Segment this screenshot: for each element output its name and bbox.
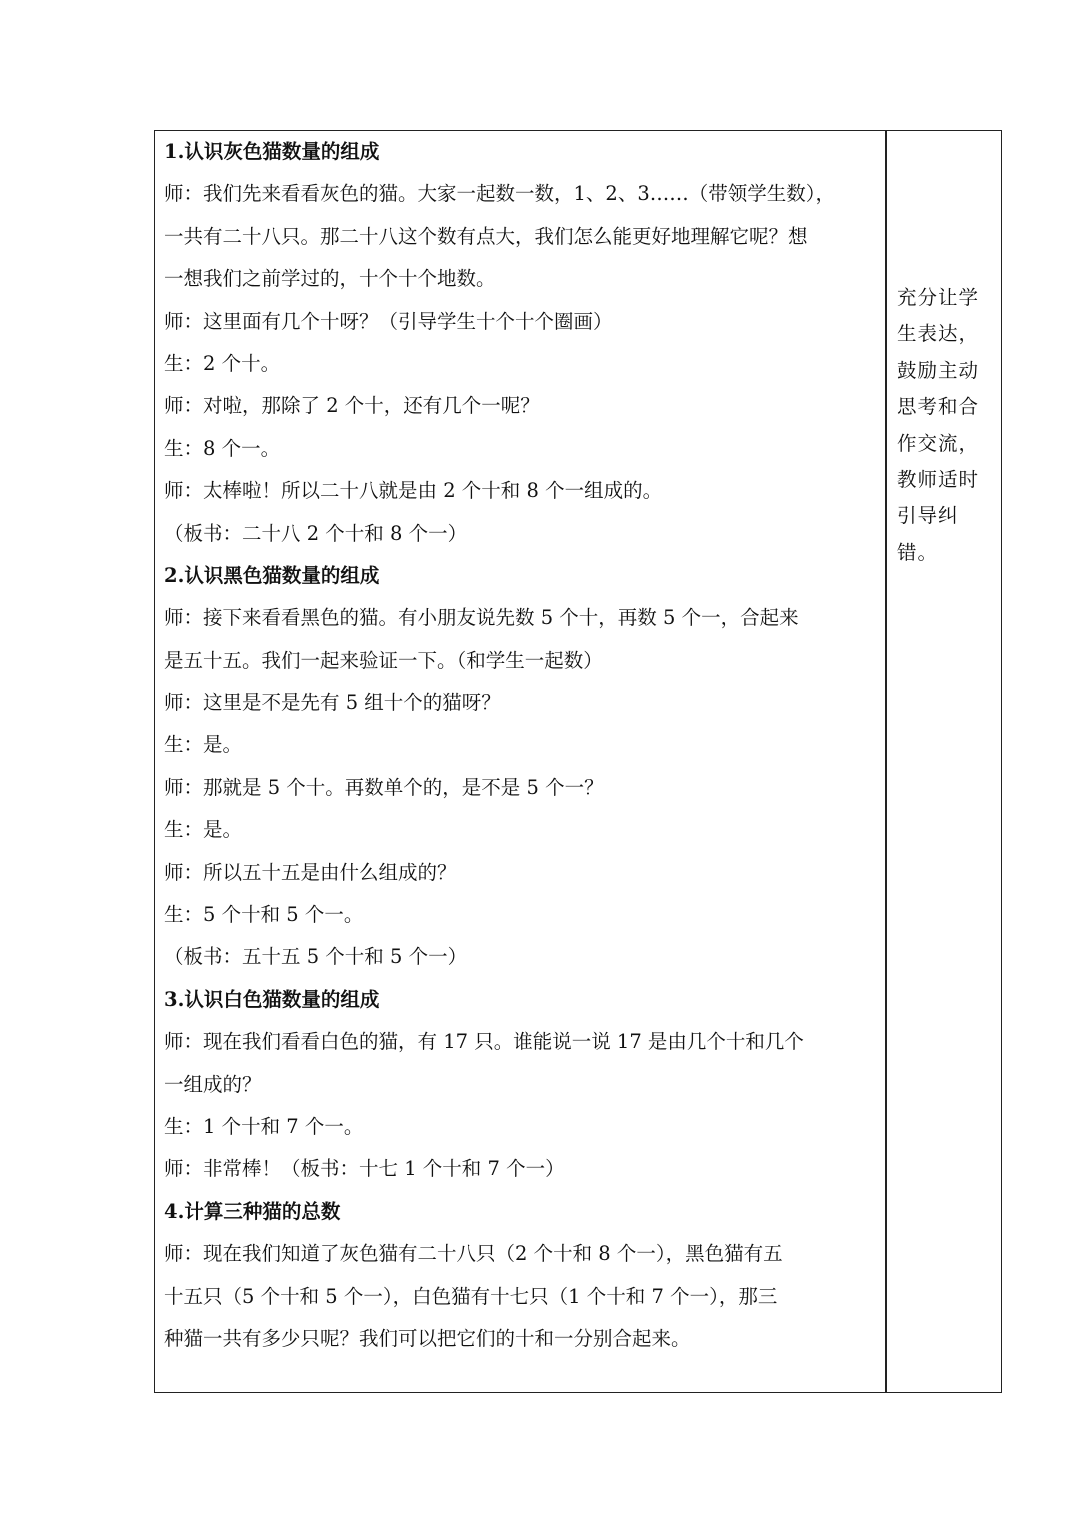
lesson-content [164,131,880,1360]
note-line: 作交流， [897,431,980,455]
dialogue-line: 师：太棒啦！所以二十八就是由 2 个十和 8 个一组成的。 [164,479,663,503]
dialogue-line: 师：这里是不是先有 5 组十个的猫呀？ [164,691,501,715]
dialogue-line: 师：现在我们看看白色的猫，有 17 只。谁能说一说 17 是由几个十和几个 [164,1030,804,1054]
dialogue-line: 师：我们先来看看灰色的猫。大家一起数一数，1、2、3……（带领学生数）， [164,182,835,206]
dialogue-line: 生：5 个十和 5 个一。 [164,903,364,927]
dialogue-line: 生：是。 [164,733,243,757]
dialogue-line: 师：接下来看看黑色的猫。有小朋友说先数 5 个十，再数 5 个一，合起来 [164,606,799,630]
dialogue-line: 一组成的？ [164,1072,262,1096]
note-line: 充分让学 [897,286,980,309]
dialogue-line: 十五只（5 个十和 5 个一），白色猫有十七只（1 个十和 7 个一），那三 [164,1284,778,1308]
dialogue-line: 种猫一共有多少只呢？我们可以把它们的十和一分别合起来。 [164,1326,691,1350]
dialogue-line: 师：这里面有几个十呀？（引导学生十个十个圈画） [164,309,613,333]
section-heading: 3.认识白色猫数量的组成 [164,987,380,1011]
dialogue-line: （板书：五十五 5 个十和 5 个一） [164,945,468,969]
dialogue-line: 是五十五。我们一起来验证一下。（和学生一起数） [164,648,603,672]
dialogue-line: 生：1 个十和 7 个一。 [164,1114,364,1138]
dialogue-line: 师：现在我们知道了灰色猫有二十八只（2 个十和 8 个一），黑色猫有五 [164,1242,783,1266]
note-line: 生表达， [897,322,980,346]
dialogue-line: 生：是。 [164,818,243,842]
note-line: 引导纠 [897,504,959,528]
dialogue-line: 师：所以五十五是由什么组成的？ [164,860,457,884]
design-note [897,280,997,571]
dialogue-line: 生：8 个一。 [164,436,281,460]
dialogue-line: （板书：二十八 2 个十和 8 个一） [164,521,468,545]
note-line: 鼓励主动 [897,358,980,382]
dialogue-line: 师：非常棒！（板书：十七 1 个十和 7 个一） [164,1157,565,1181]
note-line: 错。 [897,540,939,564]
dialogue-line: 一想我们之前学过的，十个十个地数。 [164,267,496,291]
section-heading: 2.认识黑色猫数量的组成 [164,563,380,587]
dialogue-line: 一共有二十八只。那二十八这个数有点大，我们怎么能更好地理解它呢？想 [164,224,808,248]
dialogue-line: 师：那就是 5 个十。再数单个的，是不是 5 个一？ [164,775,604,799]
column-divider [885,130,887,1393]
dialogue-line: 生：2 个十。 [164,351,281,375]
section-heading: 4.计算三种猫的总数 [164,1199,341,1223]
section-heading: 1.认识灰色猫数量的组成 [164,140,380,163]
note-line: 思考和合 [897,395,980,419]
dialogue-line: 师：对啦，那除了 2 个十，还有几个一呢？ [164,394,540,418]
note-line: 教师适时 [897,467,980,491]
